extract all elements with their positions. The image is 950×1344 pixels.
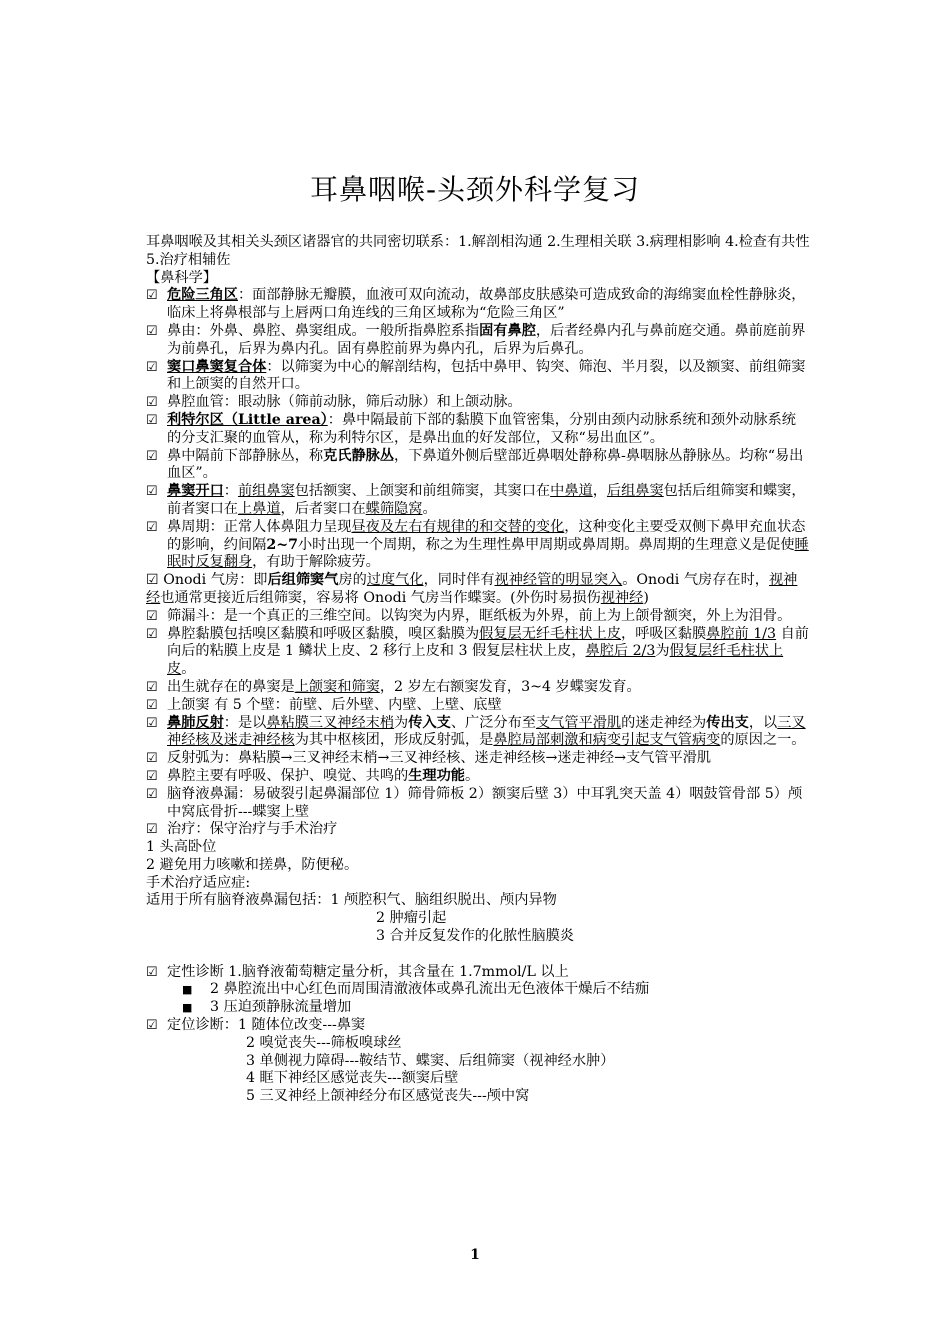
checkbox-icon: ☑	[146, 359, 158, 375]
checkbox-icon: ☑	[146, 323, 158, 339]
text-line: 3 合并反复发作的化脓性脑膜炎	[376, 928, 574, 945]
item-text: 自前向后的粘膜上皮是 1 鳞状上皮、2 移行上皮和 3 假复层柱状上皮，	[167, 625, 809, 660]
checkbox-icon: ☑	[146, 448, 158, 464]
checkbox-icon: ☑	[146, 1018, 158, 1034]
term-danger-triangle: 危险三角区	[167, 287, 238, 304]
item-text: 上颌窦和筛窦	[294, 678, 380, 695]
item-text: 包括后组筛窦和蝶窦，前者窦口在	[167, 483, 806, 517]
item-text: 前组鼻窦	[237, 483, 295, 500]
term-onodi-cell: 后组筛窦气	[267, 572, 339, 589]
item-text: ，后者经鼻内孔与鼻前庭交通。鼻前庭前界为前鼻孔，后界为鼻内孔。固有鼻腔前界为鼻内孔，后界为后鼻孔。	[167, 322, 806, 357]
text-line: 1 头高卧位	[146, 839, 217, 856]
checkbox-icon: ☑	[146, 395, 158, 411]
item-text: 上颌窦 有 5 个壁：前壁、后外壁、内壁、上壁、底壁	[167, 696, 502, 713]
term-kiesselbach-plexus: 克氏静脉丛	[323, 447, 395, 464]
section-heading: 【鼻科学】	[146, 269, 217, 286]
checkbox-icon: ☑	[146, 572, 159, 589]
item-text: ，2 岁左右额窦发育，3~4 岁蝶窦发育。	[379, 678, 641, 695]
item-text: 视神经	[146, 572, 798, 606]
term-proper-nasal-cavity: 固有鼻腔	[479, 322, 536, 339]
item-text: 。Onodi 气房存在时，	[622, 572, 769, 589]
list-item	[146, 821, 810, 839]
item-text: Onodi 气房：即	[163, 572, 268, 589]
item-text: 睡眠时反复翻身	[167, 536, 809, 571]
list-item	[146, 287, 810, 323]
item-text: ，这种变化主要受双侧下鼻甲充血状态的影响，约间隔	[167, 518, 806, 553]
item-text: 鼻腔血管：眼动脉（筛前动脉，筛后动脉）和上颌动脉。	[167, 394, 522, 411]
item-text: 也通常更接近后组筛窦，容易将 Onodi 气房当作蝶窦。(外伤时易损伤	[160, 589, 601, 606]
item-text: 鼻腔前 1/3	[706, 625, 777, 642]
item-text: 传入支	[408, 714, 451, 731]
item-text: ，下鼻道外侧后壁部近鼻咽处静称鼻-鼻咽脉丛静脉丛。均称“易出血区”。	[167, 447, 804, 482]
item-text: 后组鼻窦	[606, 483, 664, 500]
item-text: 蝶筛隐窝	[365, 500, 423, 517]
item-text: 鼻中隔前下部静脉丛，称	[167, 447, 324, 464]
term-sinus-openings: 鼻窦开口	[167, 483, 224, 500]
item-text: 为	[394, 714, 409, 731]
checkbox-icon: ☑	[146, 679, 158, 695]
item-text: 鼻腔局部刺激和病变引起支气管病变	[493, 732, 721, 749]
item-text: 为其中枢核团，形成反射弧，是	[294, 732, 494, 749]
list-item	[146, 448, 810, 484]
square-bullet-icon: ■	[182, 1001, 193, 1015]
item-text: 。	[422, 500, 437, 517]
checkbox-icon: ☑	[146, 484, 158, 500]
item-text: 脑脊液鼻漏：易破裂引起鼻漏部位 1）筛骨筛板 2）额窦后壁 3）中耳乳突天盖 4）咽鼓管骨部 5）颅中窝底骨折---蝶窦上壁	[167, 785, 803, 820]
item-text: 鼻粘膜三叉神经末梢	[266, 714, 395, 731]
checkbox-icon: ☑	[146, 519, 158, 535]
item-text: 3 压迫颈静脉流量增加	[210, 999, 352, 1016]
item-text: 的迷走神经为	[621, 714, 707, 731]
checkbox-icon: ☑	[146, 964, 158, 980]
text-line: 5 三叉神经上颌神经分布区感觉丧失---颅中窝	[246, 1088, 530, 1105]
text-line: 4 眶下神经区感觉丧失---额窦后壁	[246, 1070, 459, 1087]
item-text: 、广泛分布至	[450, 714, 536, 731]
item-text: 2~7	[266, 536, 298, 553]
item-text: 房的	[338, 572, 367, 589]
item-text: 反射弧为：鼻粘膜→三叉神经末梢→三叉神经核、迷走神经核→迷走神经→支气管平滑肌	[167, 750, 712, 767]
text-line: 手术治疗适应症:	[146, 874, 251, 891]
item-text: ，呼吸区黏膜	[621, 625, 707, 642]
item-text: 治疗：保守治疗与手术治疗	[167, 821, 338, 838]
document-body	[146, 234, 810, 1106]
page-title: 耳鼻咽喉-头颈外科学复习	[309, 173, 641, 206]
text-line: 适用于所有脑脊液鼻漏包括：1 颅腔积气、脑组织脱出、颅内异物	[146, 892, 557, 909]
item-text: 鼻由：外鼻、鼻腔、鼻窦组成。一般所指鼻腔系指	[167, 322, 480, 339]
list-item	[146, 608, 810, 626]
item-text: 视神经	[600, 589, 644, 606]
list-item	[146, 697, 810, 715]
item-text: 传出支	[706, 714, 749, 731]
item-text: 支气管平滑肌	[535, 714, 622, 731]
checkbox-icon: ☑	[146, 697, 158, 713]
page-number: 1	[470, 1247, 480, 1263]
item-text: 2 鼻腔流出中心红色而周围清澈液体或鼻孔流出无色液体干燥后不结痂	[210, 981, 650, 998]
item-text: ：是以	[223, 714, 267, 731]
term-ostiomeatal-complex: 窦口鼻窦复合体	[167, 358, 267, 375]
checkbox-icon: ☑	[146, 412, 158, 428]
text-line: 2 肿瘤引起	[376, 910, 447, 927]
list-item	[146, 519, 810, 572]
square-bullet-icon: ■	[182, 983, 193, 997]
bullet-item	[146, 999, 810, 1017]
list-item	[146, 715, 810, 751]
list-item	[146, 964, 810, 982]
term-nasopulmonary-reflex: 鼻肺反射	[167, 714, 224, 731]
item-text: ，以	[748, 714, 778, 731]
item-text: )	[643, 589, 649, 606]
term-little-area: 利特尔区（Little area）	[167, 411, 328, 428]
item-text: ：	[223, 483, 238, 500]
bullet-item	[146, 981, 810, 999]
checkbox-icon: ☑	[146, 822, 158, 838]
list-item	[146, 679, 810, 697]
item-text: ：面部静脉无瓣膜，血液可双向流动，故鼻部皮肤感染可造成致命的海绵窦血栓性静脉炎，临床上将鼻根部与上唇两口角连线的三角区域称为“危险三角区”	[167, 287, 806, 322]
item-text: 过度气化	[366, 572, 424, 589]
checkbox-icon: ☑	[146, 715, 158, 731]
checkbox-icon: ☑	[146, 626, 158, 642]
checkbox-icon: ☑	[146, 768, 158, 784]
text-line: 3 单侧视力障碍---鞍结节、蝶窦、后组筛窦（视神经水肿）	[246, 1052, 615, 1069]
item-text: ，	[592, 483, 607, 500]
item-text: 鼻腔主要有呼吸、保护、嗅觉、共鸣的	[167, 767, 409, 784]
checkbox-icon: ☑	[146, 608, 158, 624]
list-item	[146, 786, 810, 822]
item-text: 鼻周期：正常人体鼻阻力呈现	[167, 518, 352, 535]
item-text: 昼夜及左右有规律的和交替的变化	[351, 518, 565, 535]
item-text: ，后者窦口在	[280, 500, 366, 517]
item-text: 假复层无纤毛柱状上皮	[479, 625, 622, 642]
item-text: 出生就存在的鼻窦是	[167, 678, 295, 695]
item-text: 鼻腔黏膜包括嗅区黏膜和呼吸区黏膜，嗅区黏膜为	[167, 625, 480, 642]
list-item	[146, 1017, 810, 1035]
list-item	[146, 359, 810, 395]
spacer	[146, 946, 810, 964]
intro-paragraph: 耳鼻咽喉及其相关头颈区诸器官的共同密切联系：1.解剖相沟通 2.生理相关联 3.病理相影响 4.检查有共性 5.治疗相辅佐	[146, 234, 810, 268]
item-text: 包括额窦、上颌窦和前组筛窦，其窦口在	[294, 483, 551, 500]
list-item	[146, 394, 810, 412]
list-item	[146, 483, 810, 519]
list-item	[146, 768, 810, 786]
item-text: 定位诊断：1 随体位改变---鼻窦	[167, 1017, 366, 1034]
item-text: 定性诊断 1.脑脊液葡萄糖定量分析，其含量在 1.7mmol/L 以上	[167, 963, 569, 980]
item-text: 的原因之一。	[720, 732, 806, 749]
item-text: ，有助于解除疲劳。	[252, 554, 380, 571]
item-text: 上鼻道	[237, 500, 281, 517]
checkbox-icon: ☑	[146, 288, 158, 304]
list-item	[146, 572, 810, 608]
item-text: 视神经管的明显突入	[494, 572, 623, 589]
item-text: 小时出现一个周期，称之为生理性鼻甲周期或鼻周期。鼻周期的生理意义是促使	[297, 536, 795, 553]
item-text: ：以筛窦为中心的解剖结构，包括中鼻甲、钩突、筛泡、半月裂，以及额窦、前组筛窦和上颌窦的自然开口。	[167, 358, 806, 393]
list-item	[146, 323, 810, 359]
item-text: 假复层纤毛柱状上皮	[167, 643, 784, 678]
item-text: 。	[464, 767, 480, 784]
item-text: 筛漏斗：是一个真正的三维空间。以钩突为内界，眶纸板为外界，前上为上颌骨额突，外上为泪骨。	[167, 607, 792, 624]
item-text: 鼻腔后 2/3	[585, 643, 656, 660]
item-text: 生理功能	[408, 767, 465, 784]
list-item	[146, 412, 810, 448]
item-text: ，同时伴有	[423, 572, 495, 589]
list-item	[146, 750, 810, 768]
text-line: 2 嗅觉丧失---筛板嗅球丝	[246, 1034, 402, 1051]
list-item	[146, 626, 810, 679]
checkbox-icon: ☑	[146, 786, 158, 802]
item-text: 为	[655, 643, 670, 660]
item-text: 三叉神经核及迷走神经核	[167, 714, 806, 749]
checkbox-icon: ☑	[146, 751, 158, 767]
item-text: 。	[181, 661, 196, 678]
item-text: 中鼻道	[550, 483, 593, 500]
text-line: 2 避免用力咳嗽和搓鼻，防便秘。	[146, 856, 359, 873]
item-text: ：鼻中隔最前下部的黏膜下血管密集，分别由颈内动脉系统和颈外动脉系统的分支汇聚的血管从，称为利特尔区，是鼻出血的好发部位，又称“易出血区”。	[167, 411, 796, 446]
